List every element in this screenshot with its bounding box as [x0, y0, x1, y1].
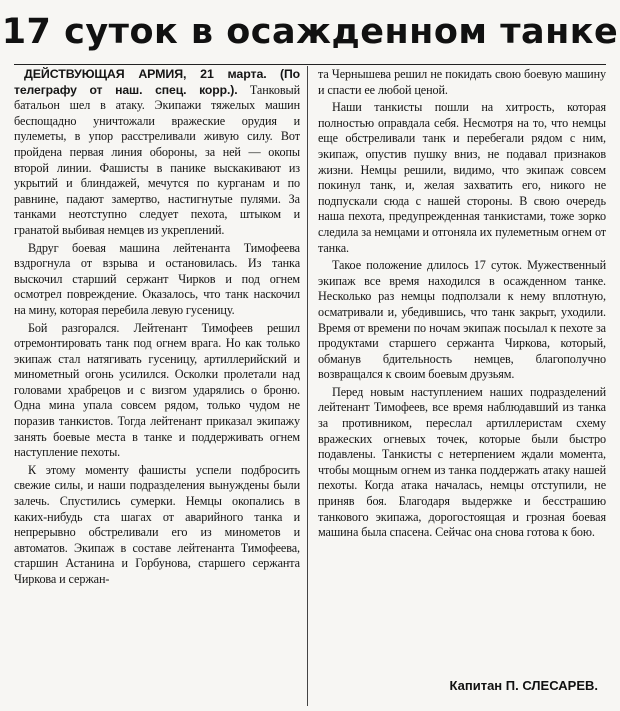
- lead-paragraph: [14, 67, 300, 239]
- paragraph: Такое положение длилось 17 суток. Мужественный экипаж все время находился в осажденном танке. Несколько раз немцы подползали к нему вплотную, осматривали и, убедившись, что танк закрыт, уходили. Время от времени по ночам экипаж посылал к пехоте за продуктами старшего сержанта Чиркова, который, обманув бдительность немцев, благополучно возвращался к своим боевым друзьям.: [318, 258, 606, 382]
- right-column: [318, 67, 606, 543]
- paragraph: та Чернышева решил не покидать свою боевую машину и спасти ее любой ценой.: [318, 67, 606, 97]
- paragraph: Наши танкисты пошли на хитрость, которая полностью оправдала себя. Несмотря на то, что немцы еще обстреливали танк и перебегали рядом с ним, экипаж, опустив пушку вниз, не подавал признаков жизни. Немцы решили, видимо, что экипаж совсем покинул танк, и, желая захватить его, никого не подпускали сюда с нашей стороны. В свою очередь наша пехота, предупрежденная танкистами, тоже зорко следила за немцами и отгоняла их пулеметным огнем от танка.: [318, 100, 606, 255]
- dateline: ДЕЙСТВУЮЩАЯ АРМИЯ, 21 марта.: [24, 67, 267, 81]
- left-column: [14, 67, 300, 590]
- headline-rule: [14, 64, 606, 65]
- paragraph: Вдруг боевая машина лейтенанта Тимофеева вздрогнула от взрыва и остановилась. Из танка выскочил старший сержант Чирков и под огнем осмотрел повреждение. Оказалось, что танк наскочил на мину, которая перебила левую гусеницу.: [14, 240, 300, 317]
- headline: 17 суток в осажденном танке: [1, 12, 619, 52]
- paragraph: К этому моменту фашисты успели подбросить свежие силы, и наши подразделения вынуждены были залечь. Спустились сумерки. Немцы окопались в каких-нибудь ста шагах от аварийного танка и непрерывно обстреливали его из минометов и автоматов. Экипаж в составе лейтенанта Тимофеева, старшин Астанина и Горбунова, старшего сержанта Чиркова и сержан-: [14, 462, 300, 586]
- paragraph: Перед новым наступлением наших подразделений лейтенант Тимофеев, все время наблюдавший из танка за противником, переслал артиллеристам схему вражеских огневых точек, которые были быстро подавлены. Танкисты с нетерпением ждали момента, чтобы мощным огнем из танка поддержать атаку нашей пехоты. Когда атака началась, немцы отступили, не приняв боя. Благодаря выдержке и бесстрашию танкового экипажа, дорогостоящая и грозная боевая машина была спасена. Сейчас она снова готова к бою.: [318, 384, 606, 540]
- column-divider: [307, 66, 308, 706]
- paragraph-text: Танковый батальон шел в атаку. Экипажи тяжелых машин беспощадно уничтожали вражеские орудия и пулеметы, в упор расстреливали живую силу. Вот пройдена первая линия обороны, за ней — окопы второй линии. Фашисты в панике выскакивают из укрытий и блиндажей, мечутся по курганам и по равнине, падают замертво, настигнутые пулями. За танками неотступно следует пехота, штыком и гранатой выбивая немцев из укреплений.: [14, 82, 301, 237]
- source-note: (По телеграфу от наш. спец. корр.).: [14, 67, 300, 97]
- byline: Капитан П. СЛЕСАРЕВ.: [449, 678, 598, 693]
- paragraph: Бой разгорался. Лейтенант Тимофеев решил отремонтировать танк под огнем врага. Но как только экипаж стал натягивать гусеницу, артиллерийский и минометный огонь усилился. Осколки пролетали над головами храбрецов и с визгом ударялись о броню. Одна мина упала совсем рядом, только чудом не поразив танкистов. Тогда лейтенант приказал экипажу занять боевые места в танке и поддерживать огнем наступление пехоты.: [14, 320, 300, 460]
